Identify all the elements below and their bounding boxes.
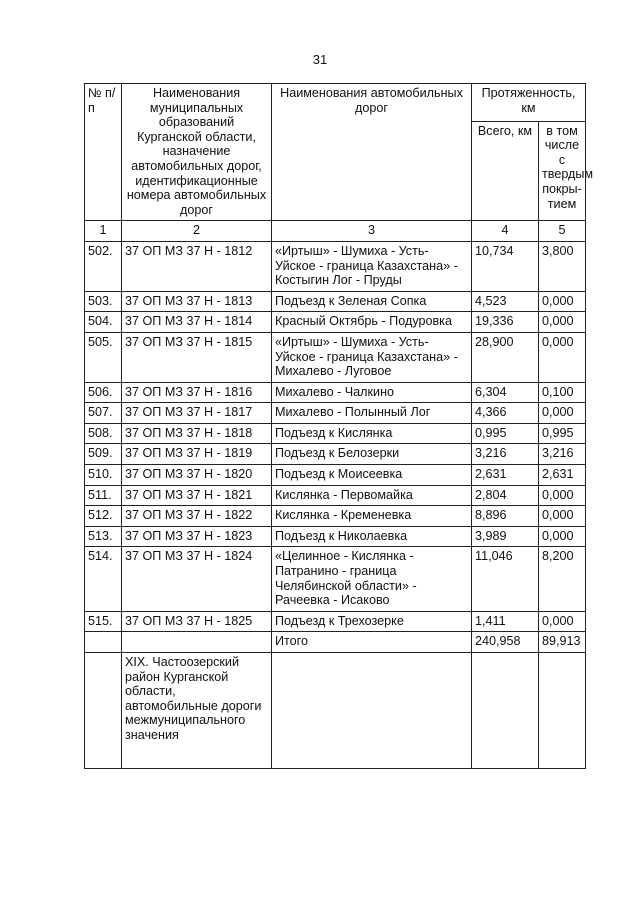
- section-num-cell: [85, 653, 122, 769]
- length-total: 4,523: [472, 291, 539, 312]
- length-paved: 2,631: [539, 465, 586, 486]
- road-id: 37 ОП МЗ 37 Н - 1814: [122, 312, 272, 333]
- road-id: 37 ОП МЗ 37 Н - 1813: [122, 291, 272, 312]
- length-paved: 0,000: [539, 526, 586, 547]
- row-number: 513.: [85, 526, 122, 547]
- road-id: 37 ОП МЗ 37 Н - 1824: [122, 547, 272, 611]
- length-total: 3,216: [472, 444, 539, 465]
- row-number: 512.: [85, 506, 122, 527]
- row-number: 510.: [85, 465, 122, 486]
- row-number: 509.: [85, 444, 122, 465]
- table-row: [85, 291, 586, 312]
- table-row: [85, 423, 586, 444]
- length-paved: 8,200: [539, 547, 586, 611]
- section-total-cell: [472, 653, 539, 769]
- road-id: 37 ОП МЗ 37 Н - 1820: [122, 465, 272, 486]
- row-number: 511.: [85, 485, 122, 506]
- row-number: 503.: [85, 291, 122, 312]
- length-paved: 0,000: [539, 332, 586, 382]
- length-total: 28,900: [472, 332, 539, 382]
- road-id: 37 ОП МЗ 37 Н - 1812: [122, 241, 272, 291]
- length-paved: 0,000: [539, 291, 586, 312]
- header-municipal: Наименования муниципальных образований Курганской области, назначение автомобильных дорог, идентификационные номера автомобильных дорог: [122, 84, 272, 221]
- road-name: Михалево - Полынный Лог: [272, 403, 472, 424]
- table-row: [85, 485, 586, 506]
- section-title: XIX. Частоозерский район Курганской области, автомобильные дороги межмуниципального значения: [122, 653, 272, 769]
- length-total: 2,631: [472, 465, 539, 486]
- length-paved: 0,000: [539, 485, 586, 506]
- road-name: «Иртыш» - Шумиха - Усть-Уйское - граница Казахстана» - Михалево - Луговое: [272, 332, 472, 382]
- section-row: [85, 653, 586, 769]
- length-paved: 3,216: [539, 444, 586, 465]
- length-total: 3,989: [472, 526, 539, 547]
- road-id: 37 ОП МЗ 37 Н - 1819: [122, 444, 272, 465]
- row-number: 508.: [85, 423, 122, 444]
- table-row: [85, 526, 586, 547]
- length-total: 6,304: [472, 382, 539, 403]
- table-row: [85, 444, 586, 465]
- road-id: 37 ОП МЗ 37 Н - 1822: [122, 506, 272, 527]
- length-paved: 0,000: [539, 611, 586, 632]
- row-number: 504.: [85, 312, 122, 333]
- table-row: [85, 382, 586, 403]
- total-id-cell: [122, 632, 272, 653]
- length-total: 1,411: [472, 611, 539, 632]
- length-total: 11,046: [472, 547, 539, 611]
- length-paved: 0,100: [539, 382, 586, 403]
- road-name: Подъезд к Трехозерке: [272, 611, 472, 632]
- header-length: Протяженность, км: [472, 84, 586, 122]
- road-name: «Иртыш» - Шумиха - Усть-Уйское - граница Казахстана» - Костыгин Лог - Пруды: [272, 241, 472, 291]
- length-total: 2,804: [472, 485, 539, 506]
- page-number: 31: [312, 52, 328, 67]
- row-number: 507.: [85, 403, 122, 424]
- row-number: 506.: [85, 382, 122, 403]
- road-id: 37 ОП МЗ 37 Н - 1821: [122, 485, 272, 506]
- road-id: 37 ОП МЗ 37 Н - 1818: [122, 423, 272, 444]
- road-name: Красный Октябрь - Подуровка: [272, 312, 472, 333]
- column-index-row: [85, 221, 586, 242]
- road-name: Подъезд к Зеленая Сопка: [272, 291, 472, 312]
- column-index: 2: [122, 221, 272, 242]
- column-index: 1: [85, 221, 122, 242]
- road-name: Подъезд к Кислянка: [272, 423, 472, 444]
- road-name: Подъезд к Белозерки: [272, 444, 472, 465]
- row-number: 505.: [85, 332, 122, 382]
- column-index: 3: [272, 221, 472, 242]
- roads-table: [84, 83, 594, 769]
- table-row: [85, 241, 586, 291]
- road-id: 37 ОП МЗ 37 Н - 1823: [122, 526, 272, 547]
- road-name: Михалево - Чалкино: [272, 382, 472, 403]
- length-total: 19,336: [472, 312, 539, 333]
- total-label: Итого: [272, 632, 472, 653]
- length-total: 10,734: [472, 241, 539, 291]
- column-index: 5: [539, 221, 586, 242]
- road-id: 37 ОП МЗ 37 Н - 1816: [122, 382, 272, 403]
- road-id: 37 ОП МЗ 37 Н - 1825: [122, 611, 272, 632]
- length-paved: 0,000: [539, 506, 586, 527]
- table-body: [85, 241, 586, 631]
- road-name: Подъезд к Моисеевка: [272, 465, 472, 486]
- row-number: 502.: [85, 241, 122, 291]
- table-row: [85, 312, 586, 333]
- header-paved: в том числе с твердым покры- тием: [539, 121, 586, 221]
- header-road-name: Наименования автомобильных дорог: [272, 84, 472, 221]
- length-paved: 3,800: [539, 241, 586, 291]
- header-number: № п/п: [85, 84, 122, 221]
- column-index: 4: [472, 221, 539, 242]
- length-total: 4,366: [472, 403, 539, 424]
- total-row: [85, 632, 586, 653]
- length-paved: 0,000: [539, 312, 586, 333]
- road-name: Подъезд к Николаевка: [272, 526, 472, 547]
- table-row: [85, 332, 586, 382]
- length-total: 8,896: [472, 506, 539, 527]
- header-total: Всего, км: [472, 121, 539, 221]
- total-paved: 89,913: [539, 632, 586, 653]
- length-total: 0,995: [472, 423, 539, 444]
- table-row: [85, 547, 586, 611]
- road-id: 37 ОП МЗ 37 Н - 1817: [122, 403, 272, 424]
- road-name: Кислянка - Кременевка: [272, 506, 472, 527]
- table-row: [85, 506, 586, 527]
- road-name: «Целинное - Кислянка - Патранино - граница Челябинской области» - Рачеевка - Исаково: [272, 547, 472, 611]
- row-number: 514.: [85, 547, 122, 611]
- road-name: Кислянка - Первомайка: [272, 485, 472, 506]
- total-length: 240,958: [472, 632, 539, 653]
- row-number: 515.: [85, 611, 122, 632]
- table-row: [85, 465, 586, 486]
- section-road-cell: [272, 653, 472, 769]
- total-num-cell: [85, 632, 122, 653]
- header-row: [85, 84, 586, 122]
- table-row: [85, 611, 586, 632]
- length-paved: 0,995: [539, 423, 586, 444]
- length-paved: 0,000: [539, 403, 586, 424]
- section-paved-cell: [539, 653, 586, 769]
- road-id: 37 ОП МЗ 37 Н - 1815: [122, 332, 272, 382]
- table-row: [85, 403, 586, 424]
